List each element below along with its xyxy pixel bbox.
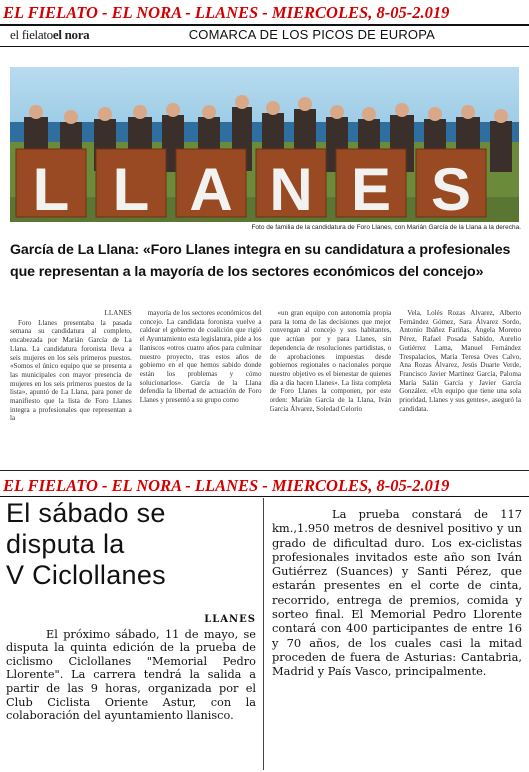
cycling-headline bbox=[6, 498, 256, 591]
cycling-kicker: LLANES bbox=[204, 614, 256, 625]
cycling-right-text: La prueba constará de 117 km.,1.950 metros de desnivel positivo y un grado de dificultad duro. Los ex-ciclistas profesionales invitados este año son Iván Gutiérrez (Suances) y Santi Pérez, que estarán presentes en el corte de cinta, recorrido, entrega de premios, comida y sorteo final. El Memorial Pedro Llorente contará con 400 participantes de entre 16 y 70 años, de los cuales casi la mitad proceden de fuera de Asturias: Cantabria, Madrid y País Vasco, principalmente. bbox=[272, 507, 522, 679]
article-body bbox=[10, 309, 521, 423]
sign-letter: L bbox=[32, 156, 70, 222]
group-photo-image bbox=[10, 67, 519, 222]
article-column bbox=[399, 309, 521, 423]
paper-logo bbox=[10, 27, 89, 43]
article-column-text: «un gran equipo con autonomía propia para la toma de las decisiones que mejor convengan al concejo y sus habitantes, que actúan por y para Llanes, sin dependencia de resoluciones partidistas, o de aprobaciones impuestas desde gobiernos regionales o nacionales porque nuestro objetivo es el bienestar de quienes día a día hacen Llanes». La lista completa de Foro Llanes la componen, por este orden: Marián García de la Llana, Iván García Álvarez, Soledad Celorio bbox=[269, 309, 392, 413]
article-column-text: Foro Llanes presentaba la pasada semana su candidatura al completo, encabezada por Marián García de La Llana. La candidatura foronista lleva a seis mujeres en los seis primeros puestos. «Somos el único equipo que se presenta a las municipales con mayor presencia de mujeres en los seis primeros puestos de la lista», apuntó de La Llana, para poner de manifiesto que la lista de Foro Llanes integra a profesionales que representan a la bbox=[10, 318, 132, 423]
section-divider bbox=[0, 470, 529, 471]
sign-letter: S bbox=[430, 156, 472, 222]
sign-letter: N bbox=[269, 156, 313, 222]
article-column bbox=[140, 309, 262, 423]
article-column-text: Vela, Lolés Rozas Álvarez, Alberto Fernández Gómez, Sara Álvarez Sordo, Antonio Ibáñez Fariñas, Ángela Moreno Pérez, Rafael Posada Sabido, Aurelio Gutiérrez Lama, Manuel Fernández Trespalacios, María Teresa Oves Calvo, Ana Rozas Álvarez, Jesús Duarte Verde, Francisco Javier Martínez García, Paloma María Salán García y Javier García González. «Un equipo que tiene una sola prioridad, Llanes y sus gentes», aseguró la candidata. bbox=[399, 309, 521, 413]
cycling-headline-line: El sábado se bbox=[6, 498, 166, 528]
cycling-left-column bbox=[6, 613, 256, 723]
cycling-headline-line: V Ciclollanes bbox=[6, 560, 166, 590]
bottom-rule bbox=[0, 496, 529, 497]
masthead bbox=[10, 27, 521, 45]
cycling-right-column bbox=[272, 507, 522, 679]
article-kicker: LLANES bbox=[104, 309, 132, 317]
logo-right: el nora bbox=[52, 27, 90, 42]
cycling-left-text: El próximo sábado, 11 de mayo, se disputa la quinta edición de la prueba de ciclismo Ciclollanes "Memorial Pedro Llorente". La carrera tendrá la salida a partir de las 9 horas, organizada por el Club Ciclista Oriente Astur, con la colaboración del ayuntamiento llanisco. bbox=[6, 627, 256, 723]
sign-letter: L bbox=[112, 156, 150, 222]
group-photo bbox=[10, 67, 519, 222]
top-rule bbox=[0, 24, 529, 26]
bottom-banner: EL FIELATO - EL NORA - LLANES - MIERCOLES, 8-05-2.019 bbox=[3, 476, 450, 495]
article-column-text: mayoría de los sectores económicos del concejo. La candidata foronista vuelve a caldear el gobierno de coalición que rigió el Ayuntamiento esta legislatura, pide a los llaniscos «otros cuatro años para culminar nuestro proyecto, tras estos años de gobierno en el que hemos sabido donde están los problemas y cómo solucionarlos». García de la Llana defendía la libertad de actuación de Foro Llanes y presentó a su grupo como bbox=[139, 309, 262, 405]
section-title: COMARCA DE LOS PICOS DE EUROPA bbox=[188, 27, 435, 42]
mast-rule bbox=[0, 46, 529, 47]
column-divider bbox=[263, 498, 264, 770]
photo-caption: Foto de familia de la candidatura de Foro Llanes, con Marián García de la Llana a la derecha. bbox=[251, 224, 521, 231]
sign-letter: E bbox=[350, 156, 392, 222]
article-headline: García de La Llana: «Foro Llanes integra en su candidatura a profesionales que representan a la mayoría de los sectores económicos del concejo» bbox=[10, 242, 511, 280]
sign-letter: A bbox=[189, 156, 233, 222]
cycling-headline-line: disputa la bbox=[6, 529, 125, 559]
logo-left: el fielato bbox=[10, 27, 53, 42]
top-banner: EL FIELATO - EL NORA - LLANES - MIERCOLES, 8-05-2.019 bbox=[3, 3, 450, 22]
article-column bbox=[270, 309, 392, 423]
article-column bbox=[10, 309, 132, 423]
